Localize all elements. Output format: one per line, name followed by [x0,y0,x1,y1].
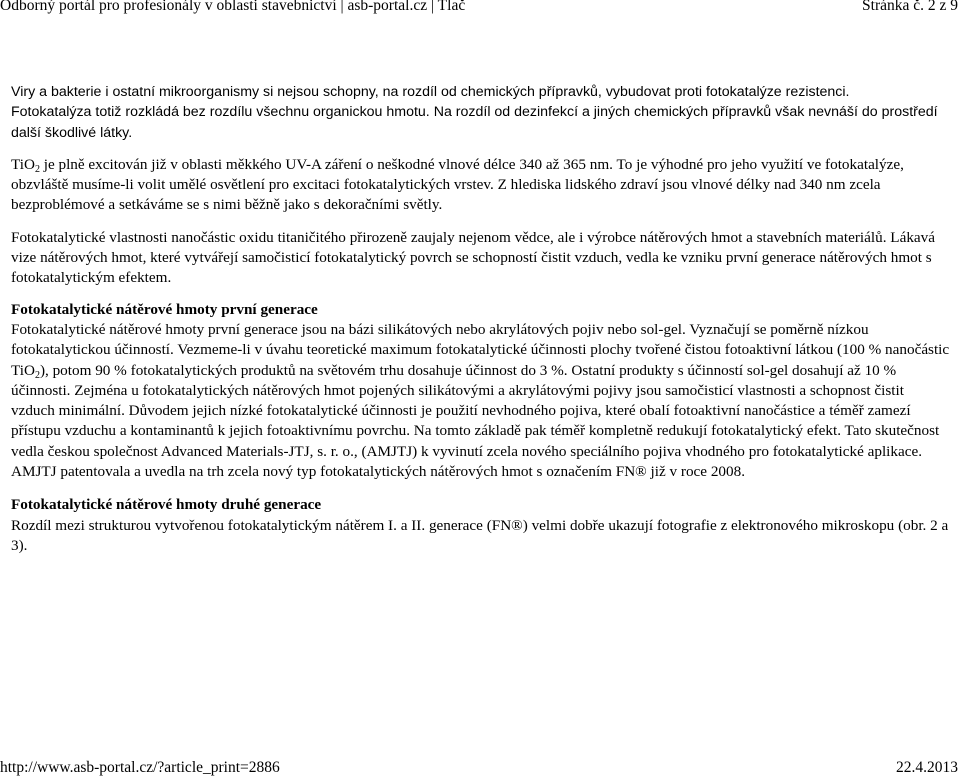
tio2-subscript: 2 [34,163,40,175]
section-paragraph [11,320,951,482]
paragraph-antimicrobial [11,82,951,143]
paragraph-tio2-excitation [11,155,951,216]
site-title: Odborný portál pro profesionály v oblasti stavebnictví | asb-portal.cz | Tlač [0,0,466,14]
section-second-generation [11,495,951,556]
paragraph-nanoparticles: Fotokatalytické vlastnosti nanočástic oxidu titaničitého přirozeně zaujaly nejenom vědce, ale i výrobce nátěrových hmot a stavebních materiálů. Lákavá vize nátěrových hmot, které vytvářejí samočisticí fotokatalytický povrch se schopností čistit vzduch, vedla ke vzniku první generace nátěrových hmot s fotokatalytickým efektem. [11,228,935,287]
paragraph-text: je plně excitován již v oblasti měkkého UV-A záření o neškodné vlnové délce 340 až 365 nm. To je výhodné pro jeho využití ve fotokatalýze, obzvláště musíme-li volit umělé osvětlení pro excitaci fotokatalytických vrstev. Z hlediska lidského zdraví jsou vlnové délky nad 340 nm zcela bezproblémové a setkáváme se s nimi běžně jako s dekoračními světly. [11,155,904,214]
section-text: ), potom 90 % fotokatalytických produktů na světovém trhu dosahuje účinnost do 3 %. Ostatní produkty s účinností sol-gel dosahují až 10 % účinnosti. Zejména u fotokatalytických nátěrových hmot pojených silikátovými a akrylátovými pojivy jsou samočisticí vlastnosti a schopnost čistit vzduch minimální. Důvodem jejich nízké fotokatalytické účinnosti je použití nevhodného pojiva, které obalí fotoaktivní nanočástice a téměř zamezí přístupu vzduchu a kontaminantů k jejich fotoaktivnímu povrchu. Na tomto základě pak téměř kompletně redukují fotokatalytický efekt. Tato skutečnost vedla českou společnost Advanced Materials-JTJ, s. r. o., (AMJTJ) k vyvinutí zcela nového speciálního pojiva vhodného pro fotokatalytické aplikace. AMJTJ patentovala a uvedla na trh zcela nový typ fotokatalytických nátěrových hmot s označením FN® již v roce 2008. [11,361,940,481]
section-paragraph: Rozdíl mezi strukturou vytvořenou fotokatalytickým nátěrem I. a II. generace (FN®) velmi dobře ukazují fotografie z elektronového mikroskopu (obr. 2 a 3). [11,516,949,554]
section-first-generation [11,300,951,483]
paragraph-line: Fotokatalýza totiž rozkládá bez rozdílu všechnu organickou hmotu. Na rozdíl od dezinfekcí a jiných chemických přípravků však nevnáší do prostředí [11,104,938,121]
print-date: 22.4.2013 [896,759,958,776]
section-heading: Fotokatalytické nátěrové hmoty první generace [11,300,318,318]
paragraph-line: další škodlivé látky. [11,124,133,141]
section-text: Fotokatalytické nátěrové hmoty první generace jsou na bázi silikátových nebo akrylátových pojiv nebo sol-gel. Vyznačují se poměrně nízkou fotokatalytickou účinností. Vezmeme-li v úvahu teoretické maximum fotokatalytické účinnosti plochy tvořené čistou fotoaktivní látkou (100 % nanočástic TiO [11,320,950,379]
article-body [11,82,951,556]
paragraph-line: Viry a bakterie i ostatní mikroorganismy si nejsou schopny, na rozdíl od chemických přípravků, vybudovat proti fotokatalýze rezistenci. [11,84,850,100]
page-number: Stránka č. 2 z 9 [862,0,958,14]
tio2-formula: TiO [11,155,35,173]
article-url: http://www.asb-portal.cz/?article_print=2886 [0,759,280,776]
tio2-subscript: 2 [34,369,40,381]
section-heading: Fotokatalytické nátěrové hmoty druhé generace [11,496,322,514]
